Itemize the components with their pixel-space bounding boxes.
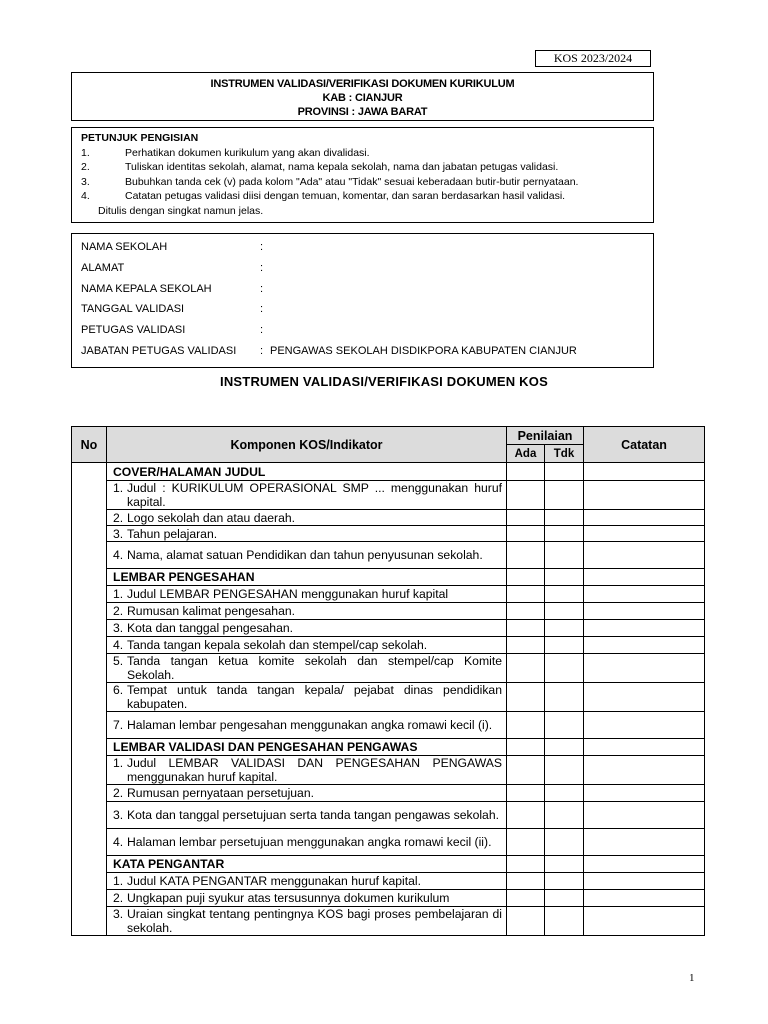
indicator-cell <box>107 756 507 785</box>
indicator-text: Rumusan pernyataan persetujuan. <box>127 786 314 800</box>
ada-cell[interactable] <box>507 802 545 829</box>
ada-cell[interactable] <box>507 526 545 542</box>
indicator-number: 2. <box>113 604 124 618</box>
ada-cell[interactable] <box>507 907 545 936</box>
indicator-number: 1. <box>113 587 124 601</box>
section-heading: LEMBAR VALIDASI DAN PENGESAHAN PENGAWAS <box>107 739 507 756</box>
table-row <box>72 654 705 683</box>
catatan-cell[interactable] <box>584 907 705 936</box>
tdk-cell[interactable] <box>545 637 584 654</box>
ada-cell[interactable] <box>507 510 545 526</box>
table-row <box>72 907 705 936</box>
section-row <box>72 739 705 756</box>
identitas-row: TANGGAL VALIDASI : <box>81 303 264 316</box>
petunjuk-item: 3. Bubuhkan tanda cek (v) pada kolom "Ada" atau "Tidak" sesuai keberadaan butir-butir pernyataan. <box>81 175 579 188</box>
ada-cell[interactable] <box>507 654 545 683</box>
column-header-komponen: Komponen KOS/Indikator <box>107 427 507 463</box>
catatan-cell[interactable] <box>584 637 705 654</box>
indicator-text: Halaman lembar persetujuan menggunakan angka romawi kecil (ii). <box>127 835 492 849</box>
tdk-cell[interactable] <box>545 756 584 785</box>
indicator-number: 7. <box>113 718 124 732</box>
indicator-cell <box>107 802 507 829</box>
identitas-row: NAMA KEPALA SEKOLAH : <box>81 282 264 295</box>
ada-cell[interactable] <box>507 542 545 569</box>
catatan-cell[interactable] <box>584 856 705 873</box>
identitas-value[interactable]: PENGAWAS SEKOLAH DISDIKPORA KABUPATEN CIANJUR <box>270 344 577 357</box>
indicator-text: Judul KATA PENGANTAR menggunakan huruf kapital. <box>127 874 421 888</box>
table-row <box>72 829 705 856</box>
indicator-cell <box>107 873 507 890</box>
petunjuk-item: 2. Tuliskan identitas sekolah, alamat, nama kepala sekolah, nama dan jabatan petugas validasi. <box>81 161 559 173</box>
catatan-cell[interactable] <box>584 603 705 620</box>
ada-cell[interactable] <box>507 637 545 654</box>
header-title: INSTRUMEN VALIDASI/VERIFIKASI DOKUMEN KURIKULUM <box>210 78 515 90</box>
indicator-text: Tempat untuk tanda tangan kepala/ pejabat dinas pendidikan kabupaten. <box>127 683 502 711</box>
column-header-tdk: Tdk <box>545 445 584 463</box>
indicator-cell <box>107 510 507 526</box>
indicator-cell <box>107 829 507 856</box>
catatan-cell[interactable] <box>584 785 705 802</box>
ada-cell[interactable] <box>507 620 545 637</box>
indicator-number: 2. <box>113 891 124 905</box>
table-row <box>72 481 705 510</box>
indicator-number: 3. <box>113 808 124 822</box>
tdk-cell[interactable] <box>545 603 584 620</box>
indicator-number: 5. <box>113 654 124 668</box>
catatan-cell[interactable] <box>584 569 705 586</box>
tdk-cell[interactable] <box>545 526 584 542</box>
identitas-row: JABATAN PETUGAS VALIDASI : PENGAWAS SEKOLAH DISDIKPORA KABUPATEN CIANJUR <box>81 341 653 362</box>
indicator-cell <box>107 712 507 739</box>
indicator-text: Logo sekolah dan atau daerah. <box>127 510 296 525</box>
section-row <box>72 463 705 481</box>
indicator-cell <box>107 890 507 907</box>
ada-cell[interactable] <box>507 785 545 802</box>
indicator-text: Kota dan tanggal pengesahan. <box>127 621 294 635</box>
indicator-number: 3. <box>113 526 124 541</box>
catatan-cell[interactable] <box>584 756 705 785</box>
ada-cell[interactable] <box>507 873 545 890</box>
tdk-cell[interactable] <box>545 712 584 739</box>
indicator-text: Kota dan tanggal persetujuan serta tanda tangan pengawas sekolah. <box>127 808 499 822</box>
catatan-cell[interactable] <box>584 542 705 569</box>
table-row <box>72 603 705 620</box>
kos-validation-table <box>71 426 705 936</box>
column-header-catatan: Catatan <box>584 427 705 463</box>
petunjuk-tail: Ditulis dengan singkat namun jelas. <box>98 204 264 217</box>
petunjuk-title: PETUNJUK PENGISIAN <box>81 132 199 144</box>
indicator-number: 2. <box>113 786 124 800</box>
catatan-cell[interactable] <box>584 739 705 756</box>
petunjuk-pengisian-box <box>71 127 654 223</box>
indicator-cell <box>107 637 507 654</box>
petunjuk-item: 4. Catatan petugas validasi diisi dengan temuan, komentar, dan saran berdasarkan hasil validasi. <box>81 190 566 202</box>
catatan-cell[interactable] <box>584 712 705 739</box>
indicator-text: Judul : KURIKULUM OPERASIONAL SMP ... menggunakan huruf kapital. <box>127 481 502 509</box>
indicator-number: 6. <box>113 683 124 697</box>
tdk-cell[interactable] <box>545 907 584 936</box>
column-header-ada: Ada <box>507 445 545 463</box>
identitas-box <box>71 233 654 368</box>
column-header-no: No <box>72 427 107 463</box>
table-row <box>72 586 705 603</box>
indicator-cell <box>107 785 507 802</box>
table-row <box>72 712 705 739</box>
table-row <box>72 756 705 785</box>
ada-cell[interactable] <box>507 463 545 481</box>
table-row <box>72 785 705 802</box>
catatan-cell[interactable] <box>584 620 705 637</box>
ada-cell[interactable] <box>507 856 545 873</box>
catatan-cell[interactable] <box>584 654 705 683</box>
catatan-cell[interactable] <box>584 481 705 510</box>
catatan-cell[interactable] <box>584 890 705 907</box>
table-row <box>72 802 705 829</box>
indicator-cell <box>107 603 507 620</box>
table-row <box>72 510 705 526</box>
catatan-cell[interactable] <box>584 510 705 526</box>
no-cell <box>72 463 107 936</box>
section-heading: COVER/HALAMAN JUDUL <box>107 463 507 481</box>
indicator-number: 2. <box>113 510 124 525</box>
identitas-row: NAMA SEKOLAH : <box>81 241 264 253</box>
indicator-text: Tanda tangan kepala sekolah dan stempel/cap sekolah. <box>127 638 428 652</box>
instrument-title: INSTRUMEN VALIDASI/VERIFIKASI DOKUMEN KOS <box>220 374 548 389</box>
table-row <box>72 637 705 654</box>
indicator-text: Rumusan kalimat pengesahan. <box>127 604 296 618</box>
ada-cell[interactable] <box>507 481 545 510</box>
tdk-cell[interactable] <box>545 542 584 569</box>
table-row <box>72 620 705 637</box>
indicator-text: Tanda tangan ketua komite sekolah dan stempel/cap Komite Sekolah. <box>127 654 502 682</box>
indicator-cell <box>107 481 507 510</box>
tdk-cell[interactable] <box>545 620 584 637</box>
indicator-cell <box>107 620 507 637</box>
ada-cell[interactable] <box>507 683 545 712</box>
catatan-cell[interactable] <box>584 586 705 603</box>
indicator-text: Ungkapan puji syukur atas tersusunnya dokumen kurikulum <box>127 891 450 905</box>
tdk-cell[interactable] <box>545 510 584 526</box>
ada-cell[interactable] <box>507 603 545 620</box>
section-row <box>72 569 705 586</box>
document-code: KOS 2023/2024 <box>535 50 651 67</box>
ada-cell[interactable] <box>507 829 545 856</box>
tdk-cell[interactable] <box>545 785 584 802</box>
ada-cell[interactable] <box>507 756 545 785</box>
indicator-cell <box>107 586 507 603</box>
table-row <box>72 542 705 569</box>
column-header-penilaian: Penilaian <box>507 427 584 445</box>
catatan-cell[interactable] <box>584 463 705 481</box>
indicator-text: Halaman lembar pengesahan menggunakan angka romawi kecil (i). <box>127 718 493 732</box>
tdk-cell[interactable] <box>545 654 584 683</box>
indicator-cell <box>107 907 507 936</box>
ada-cell[interactable] <box>507 712 545 739</box>
catatan-cell[interactable] <box>584 683 705 712</box>
indicator-text: Judul LEMBAR PENGESAHAN menggunakan huruf kapital <box>127 587 449 601</box>
document-header <box>71 72 654 121</box>
indicator-number: 1. <box>113 481 124 495</box>
tdk-cell[interactable] <box>545 463 584 481</box>
tdk-cell[interactable] <box>545 856 584 873</box>
tdk-cell[interactable] <box>545 873 584 890</box>
section-row <box>72 856 705 873</box>
table-row <box>72 683 705 712</box>
tdk-cell[interactable] <box>545 739 584 756</box>
identitas-row: ALAMAT : <box>81 261 264 274</box>
indicator-number: 3. <box>113 621 124 635</box>
tdk-cell[interactable] <box>545 586 584 603</box>
petunjuk-item: 1. Perhatikan dokumen kurikulum yang akan divalidasi. <box>81 146 370 159</box>
tdk-cell[interactable] <box>545 569 584 586</box>
indicator-number: 1. <box>113 756 124 770</box>
catatan-cell[interactable] <box>584 829 705 856</box>
ada-cell[interactable] <box>507 569 545 586</box>
indicator-number: 4. <box>113 638 124 652</box>
indicator-number: 3. <box>113 907 124 921</box>
indicator-number: 4. <box>113 548 124 562</box>
indicator-number: 1. <box>113 874 124 888</box>
ada-cell[interactable] <box>507 586 545 603</box>
indicator-text: Judul LEMBAR VALIDASI DAN PENGESAHAN PENGAWAS menggunakan huruf kapital. <box>127 756 502 784</box>
tdk-cell[interactable] <box>545 829 584 856</box>
section-heading: KATA PENGANTAR <box>107 856 507 873</box>
table-row <box>72 890 705 907</box>
header-provinsi: PROVINSI : JAWA BARAT <box>297 106 428 118</box>
indicator-cell <box>107 683 507 712</box>
header-kabupaten: KAB : CIANJUR <box>322 92 403 104</box>
indicator-text: Nama, alamat satuan Pendidikan dan tahun penyusunan sekolah. <box>127 548 483 562</box>
indicator-cell <box>107 654 507 683</box>
catatan-cell[interactable] <box>584 873 705 890</box>
tdk-cell[interactable] <box>545 802 584 829</box>
indicator-cell <box>107 542 507 569</box>
catatan-cell[interactable] <box>584 802 705 829</box>
table-row <box>72 526 705 542</box>
tdk-cell[interactable] <box>545 890 584 907</box>
section-heading: LEMBAR PENGESAHAN <box>107 569 507 586</box>
ada-cell[interactable] <box>507 890 545 907</box>
indicator-cell <box>107 526 507 542</box>
page-number: 1 <box>689 972 695 984</box>
identitas-row: PETUGAS VALIDASI : <box>81 324 264 337</box>
table-row <box>72 873 705 890</box>
indicator-text: Tahun pelajaran. <box>127 526 218 541</box>
catatan-cell[interactable] <box>584 526 705 542</box>
tdk-cell[interactable] <box>545 481 584 510</box>
indicator-number: 4. <box>113 835 124 849</box>
indicator-text: Uraian singkat tentang pentingnya KOS bagi proses pembelajaran di sekolah. <box>127 907 502 935</box>
tdk-cell[interactable] <box>545 683 584 712</box>
ada-cell[interactable] <box>507 739 545 756</box>
